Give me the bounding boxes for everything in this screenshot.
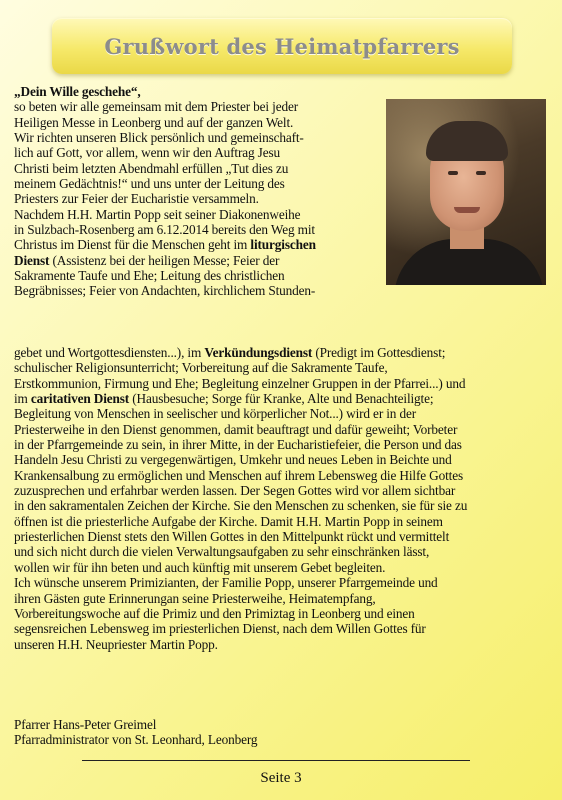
- bold-term: Verkündungsdienst: [204, 345, 313, 360]
- page-number: Seite 3: [260, 770, 302, 786]
- text-line: Wir richten unseren Blick persönlich und gemeinschaft-: [14, 130, 304, 146]
- text-line: [14, 84, 554, 99]
- text-line: Ich wünsche unserem Primizianten, der Familie Popp, unserer Pfarrgemeinde und: [14, 575, 438, 591]
- text-line: Heiligen Messe in Leonberg und auf der ganzen Welt.: [14, 114, 294, 130]
- bold-term: liturgischen: [250, 237, 316, 253]
- text-line: öffnen ist die priesterliche Aufgabe der Kirche. Damit H.H. Martin Popp in seinem: [14, 513, 443, 529]
- text-line: ihren Gästen gute Erinnerungan seine Priesterweihe, Heimatempfang,: [14, 590, 376, 606]
- bold-term: Dienst: [14, 252, 50, 268]
- quote-heading: „Dein Wille geschehe“,: [14, 84, 141, 99]
- text-line: so beten wir alle gemeinsam mit dem Priester bei jeder: [14, 99, 298, 115]
- text-line: Priesterweihe in den Dienst genommen, damit beauftragt und dafür geweiht; Vorbeter: [14, 421, 458, 437]
- signature-name: Pfarrer Hans-Peter Greimel: [14, 717, 157, 732]
- text-line: in Sulzbach-Rosenberg am 6.12.2014 bereits den Weg mit: [14, 222, 315, 238]
- text-line: lich auf Gott, vor allem, wenn wir den Auftrag Jesu: [14, 145, 280, 161]
- text-line: segensreichen Lebensweg im priesterlichen Dienst, nach dem Willen Gottes für: [14, 621, 426, 637]
- text-line: zuzusprechen und erfahrbar werden lassen. Der Segen Gottes wird vor allem sichtbar: [14, 483, 456, 499]
- text-line: [14, 391, 554, 406]
- footer-divider: [82, 760, 470, 761]
- text-line: und sich nicht durch die vielen Verwaltungsaufgaben zu sehr einschränken lässt,: [14, 544, 430, 560]
- text-line: wollen wir für ihn beten und auch künftig mit unserem Gebet begleiten.: [14, 559, 386, 575]
- text-line: schulischer Religionsunterricht; Vorbereitung auf die Sakramente Taufe,: [14, 360, 388, 376]
- main-paragraph: [14, 345, 554, 652]
- text-line: Priesters zur Feier der Eucharistie versammeln.: [14, 191, 259, 207]
- text-line: priesterlichen Dienst stets den Willen Gottes in den Mittelpunkt rückt und vermittelt: [14, 529, 450, 545]
- text-line: Christi beim letzten Abendmahl erfüllen „Tut dies zu: [14, 160, 289, 176]
- text-line: in den sakramentalen Zeichen der Kirche. Sie den Menschen zu schenken, sie für sie zu: [14, 498, 468, 514]
- text-line: Begräbnisses; Feier von Andachten, kirchlichem Stunden-: [14, 283, 316, 299]
- text-segment: (Hausbesuche; Sorge für Kranke, Alte und Benachteiligte;: [129, 391, 434, 407]
- page-title: Grußwort des Heimatpfarrers: [104, 33, 460, 59]
- title-banner: [52, 18, 512, 74]
- text-segment: Christus im Dienst für die Menschen geht im: [14, 237, 251, 253]
- text-line: unseren H.H. Neupriester Martin Popp.: [14, 636, 218, 652]
- text-line: [14, 253, 554, 268]
- text-line: [14, 299, 554, 314]
- text-segment: (Predigt im Gottesdienst;: [312, 345, 446, 360]
- text-line: Handeln Jesu Christi zu vergegenwärtigen, Umkehr und neues Leben in Beichte und: [14, 452, 452, 468]
- text-line: Erstkommunion, Firmung und Ehe; Begleitung einzelner Gruppen in der Pfarrei...) und: [14, 375, 466, 391]
- text-line: Krankensalbung zu ermöglichen und Menschen auf ihrem Lebensweg die Hilfe Gottes: [14, 467, 463, 483]
- text-line: Begleitung von Menschen in seelischer und körperlicher Not...) wird er in der: [14, 406, 417, 422]
- text-line: Sakramente Taufe und Ehe; Leitung des christlichen: [14, 268, 285, 284]
- text-segment: im: [14, 391, 31, 407]
- text-segment: (Assistenz bei der heiligen Messe; Feier der: [49, 252, 280, 268]
- bold-term: caritativen Dienst: [30, 391, 130, 407]
- text-line: meinem Gedächtnis!“ und uns unter der Leitung des: [14, 176, 285, 192]
- text-segment: gebet und Wortgottesdiensten...), im: [14, 345, 205, 360]
- text-line: in der Pfarrgemeinde zu sein, in ihrer Mitte, in der Eucharistiefeier, die Person und das: [14, 437, 462, 453]
- signature-role: Pfarradministrator von St. Leonhard, Leonberg: [14, 732, 258, 748]
- text-line: [14, 237, 554, 252]
- intro-paragraph: [14, 84, 554, 314]
- signature-block: [14, 717, 554, 748]
- text-line: Vorbereitungswoche auf die Primiz und den Primiztag in Leonberg und einen: [14, 605, 415, 621]
- text-line: [14, 345, 554, 360]
- text-line: Nachdem H.H. Martin Popp seit seiner Diakonenweihe: [14, 206, 301, 222]
